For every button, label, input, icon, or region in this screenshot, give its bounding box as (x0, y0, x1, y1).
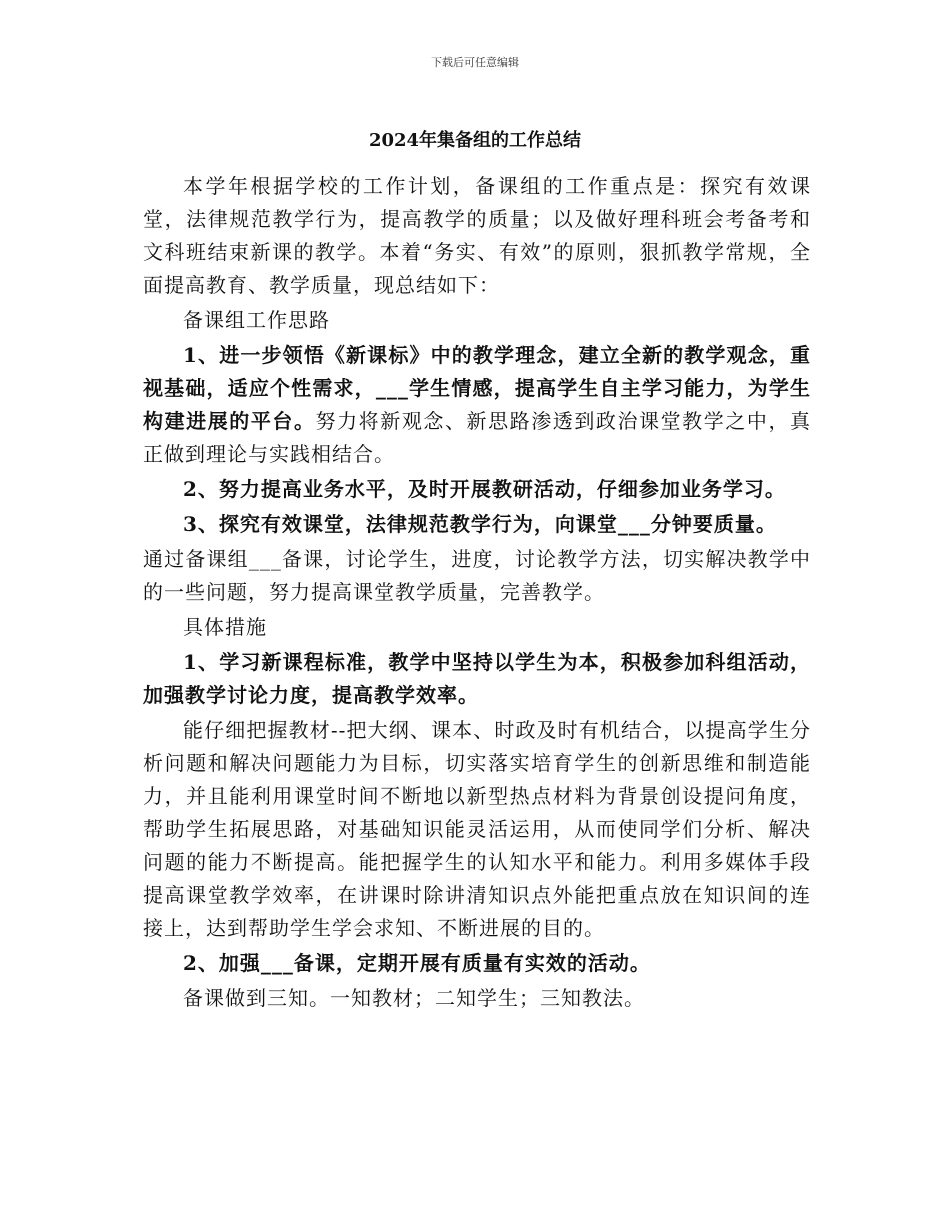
document-body (143, 170, 811, 1017)
measure-item-2-text: 备课做到三知。一知教材；二知学生；三知教法。 (183, 986, 645, 1010)
idea-item-1-bold: 1、进一步领悟《新课标》中的教学理念，建立全新的教学观念，重视基础，适应个性需求，___学生情感，提高学生自主学习能力，为学生构建进展的平台。 (143, 343, 811, 433)
idea-item-1-text: 努力将新观念、新思路渗透到政治课堂教学之中，真正做到理论与实践相结合。 (143, 409, 812, 466)
idea-item-3-text: 通过备课组___备课，讨论学生，进度，讨论教学方法，切实解决教学中的一些问题，努力提高课堂教学质量，完善教学。 (143, 547, 811, 604)
idea-item-3 (143, 508, 811, 541)
header-note: 下载后可任意编辑 (431, 56, 519, 69)
section-heading-measures: 具体措施 (183, 615, 267, 639)
measure-item-1-text: 能仔细把握教材--把大纲、课本、时政及时有机结合，以提高学生分析问题和解决问题能力为目标，切实落实培育学生的创新思维和制造能力，并且能利用课堂时间不断地以新型热点材料为背景创设提问角度，帮助学生拓展思路，对基础知识能灵活运用，从而使同学们分析、解决问题的能力不断提高。能把握学生的认知水平和能力。利用多媒体手段提高课堂教学效率，在讲课时除讲清知识点外能把重点放在知识间的连接上，达到帮助学生学会求知、不断进展的目的。 (143, 718, 811, 940)
idea-item-1 (143, 339, 811, 471)
intro-paragraph: 本学年根据学校的工作计划，备课组的工作重点是：探究有效课堂，法律规范教学行为，提高教学的质量；以及做好理科班会考备考和文科班结束新课的教学。本着“务实、有效”的原则，狠抓教学常规，全面提高教育、教学质量，现总结如下： (143, 174, 811, 297)
idea-item-3-bold: 3、探究有效课堂，法律规范教学行为，向课堂___分钟要质量。 (183, 512, 777, 536)
measure-item-1: 1、学习新课程标准，教学中坚持以学生为本，积极参加科组活动，加强教学讨论力度，提高教学效率。 (143, 650, 811, 707)
measure-item-2: 2、加强___备课，定期开展有质量有实效的活动。 (183, 951, 651, 975)
section-heading-ideas: 备课组工作思路 (183, 308, 330, 332)
idea-item-2: 2、努力提高业务水平，及时开展教研活动，仔细参加业务学习。 (183, 477, 786, 501)
document-title: 2024年集备组的工作总结 (368, 130, 582, 151)
